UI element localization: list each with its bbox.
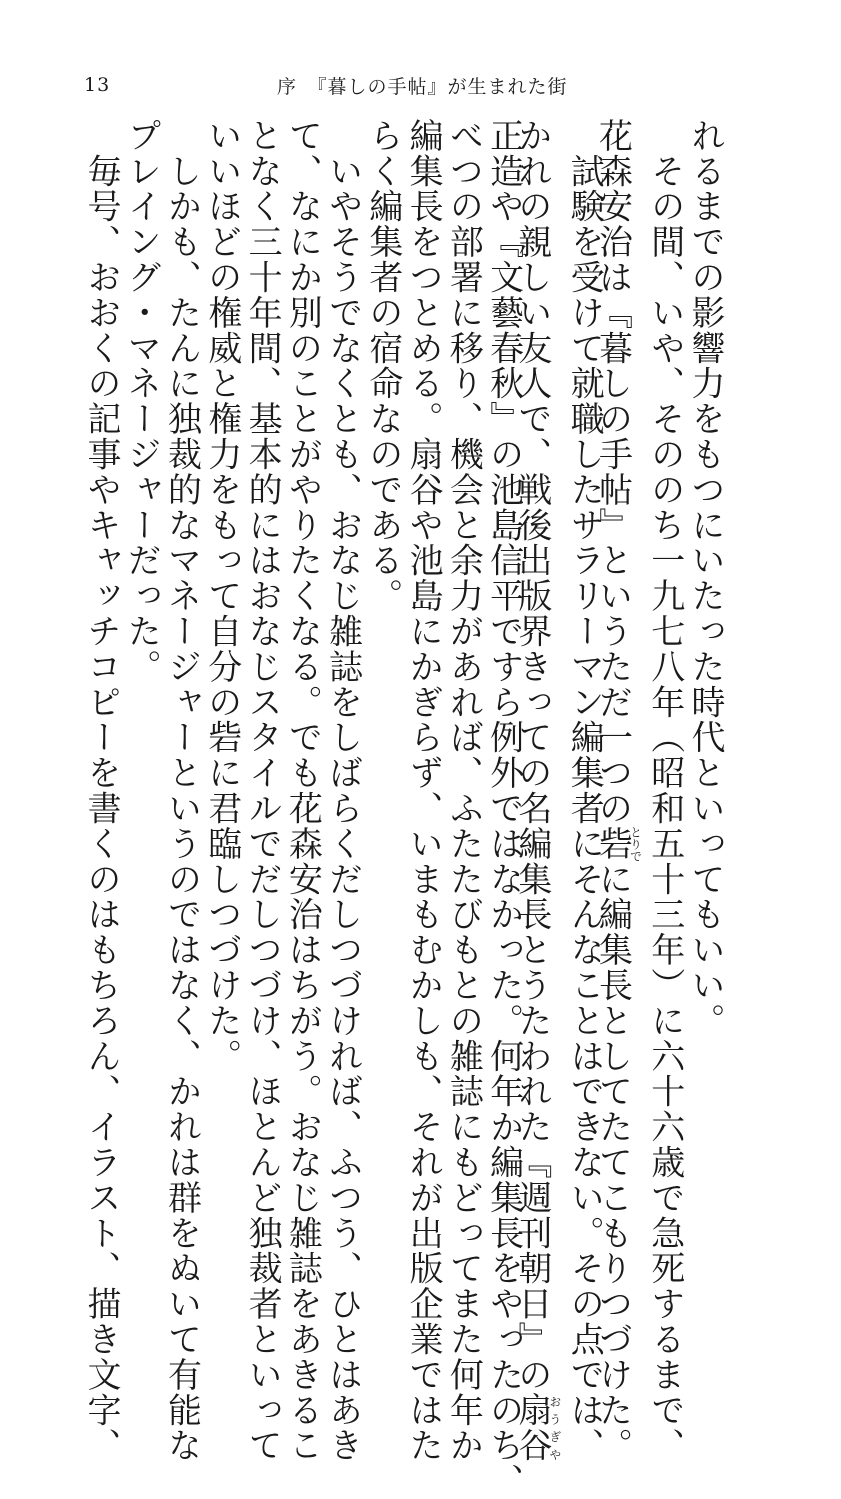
- text-line: らく編集者の宿命なのである。: [362, 118, 403, 614]
- ruby-reading: とりで: [628, 825, 643, 862]
- ruby-base: 砦: [592, 825, 633, 862]
- text-line: しかも、たんに独裁的なマネージャーというのではなく、かれは群をぬいて有能な: [161, 118, 202, 1464]
- text-line: いいほどの権威と権力をもって自分の砦に君臨しつづけた。: [201, 118, 242, 1074]
- text-line: その間、いや、そののち一九七八年（昭和五十三年）に六十六歳で急死するまで、: [644, 118, 685, 1464]
- text-line: 正造や『文藝春秋』の池島信平ですら例外ではなかった。何年か編集長をやったのち、: [483, 118, 524, 1499]
- text-line: [511, 118, 562, 1464]
- text-line: 編集長をつとめる。扇谷や池島にかぎらず、いまもむかしも、それが出版企業ではた: [403, 118, 444, 1464]
- text-line: て、なにか別のことがやりたくなる。でも花森安治はちがう。おなじ雑誌をあきるこ: [282, 118, 323, 1464]
- body-text: [81, 118, 725, 1499]
- ruby-base: 扇谷: [511, 1392, 552, 1464]
- text-line: べつの部署に移り、機会と余力があれば、ふたたびもとの雑誌にもどってまた何年か: [443, 118, 484, 1464]
- text-line: となく三十年間、基本的にはおなじスタイルでだしつづけ、ほとんど独裁者といって: [242, 118, 283, 1464]
- text-line: 毎号、おおくの記事やキャッチコピーを書くのはもちろん、イラスト、描き文字、: [81, 118, 121, 1464]
- page-number: 13: [84, 74, 111, 96]
- text-line: 試験を受けて就職したサラリーマン編集者にそんなことはできない。その点では、: [564, 118, 605, 1464]
- text-line: プレイング・マネージャーだった。: [121, 118, 162, 685]
- text-line: [592, 118, 643, 1464]
- text-line: いやそうでなくとも、おなじ雑誌をしばらくだしつづければ、ふつう、ひとはあき: [322, 118, 363, 1464]
- ruby-word: [511, 1392, 562, 1464]
- ruby-word: [592, 825, 643, 862]
- text-segment: かれの親しい友人で、戦後出版界きっての名編集長とうたわれた『週刊朝日』の: [511, 118, 552, 1393]
- text-line: れるまでの影響力をもつにいたった時代といってもいい。: [684, 118, 725, 1039]
- ruby-reading: おうぎや: [547, 1392, 562, 1464]
- text-segment: に編集長としてたてこもりつづけた。: [592, 861, 633, 1464]
- text-segment: 花森安治は『暮しの手帖』というただ一つの: [592, 118, 633, 826]
- running-head: 序 『暮しの手帖』が生まれた街: [277, 76, 568, 98]
